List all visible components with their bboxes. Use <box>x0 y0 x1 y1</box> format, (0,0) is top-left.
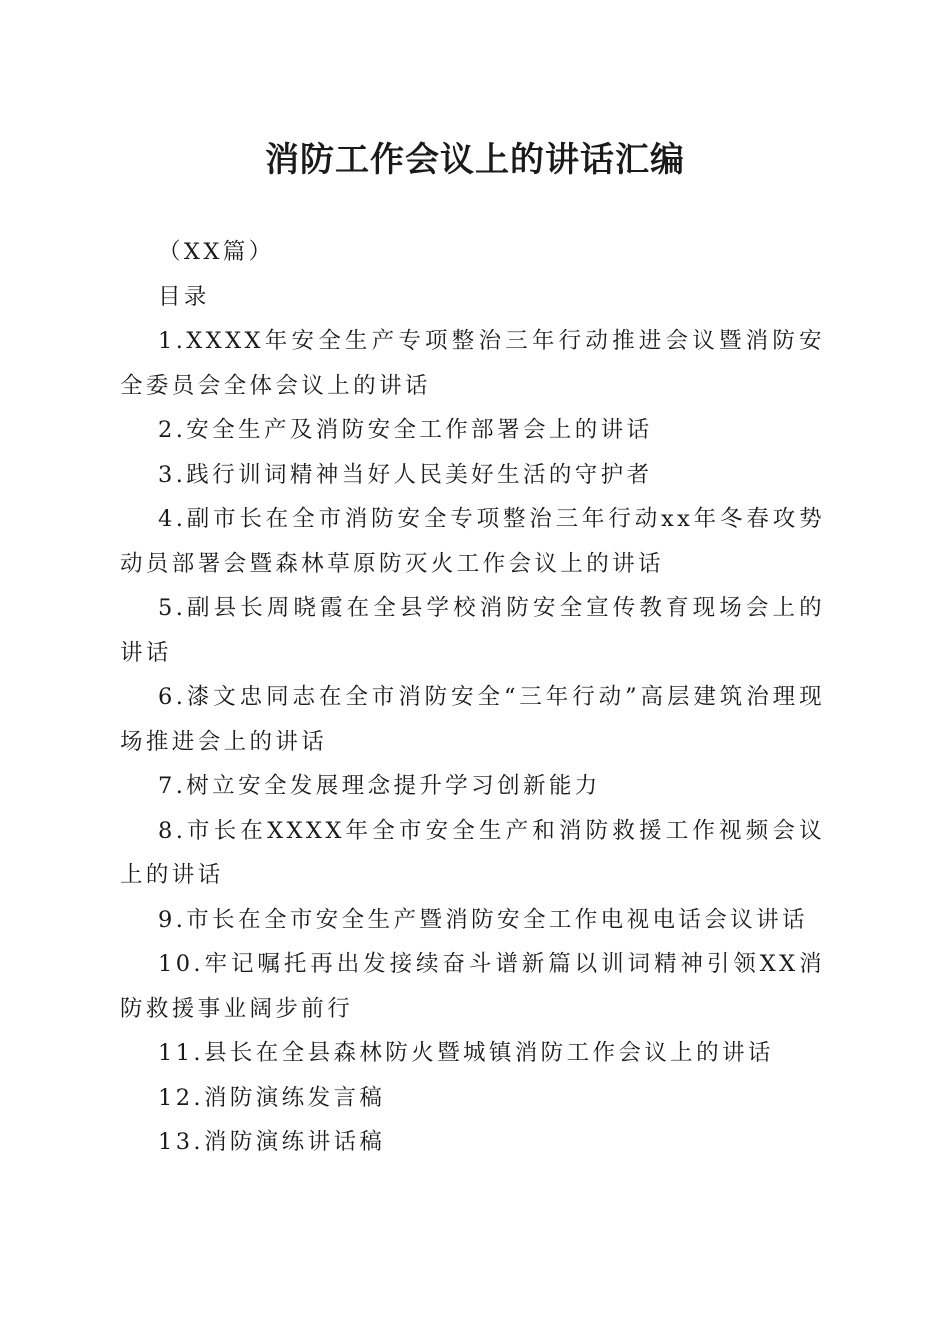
toc-item-12: 12.消防演练发言稿 <box>158 1084 386 1111</box>
toc-item-8: 8.市长在XXXX年全市安全生产和消防救援工作视频会议上的讲话 <box>120 817 825 888</box>
toc-item-9: 9.市长在全市安全生产暨消防安全工作电视电话会议讲话 <box>158 906 808 933</box>
toc-item-10: 10.牢记嘱托再出发接续奋斗谱新篇以训词精神引领XX消防救援事业阔步前行 <box>120 951 825 1022</box>
document-title: 消防工作会议上的讲话汇编 <box>265 140 685 180</box>
document-subtitle: （XX篇） <box>158 239 275 265</box>
toc-item-7: 7.树立安全发展理念提升学习创新能力 <box>158 773 601 799</box>
toc-item-11: 11.县长在全县森林防火暨城镇消防工作会议上的讲话 <box>158 1040 774 1066</box>
toc-item-1: 1.XXXX年安全生产专项整治三年行动推进会议暨消防安全委员会全体会议上的讲话 <box>120 328 825 399</box>
toc-item-13: 13.消防演练讲话稿 <box>158 1129 386 1155</box>
toc-item-3: 3.践行训词精神当好人民美好生活的守护者 <box>158 461 653 488</box>
toc-heading: 目录 <box>158 283 210 310</box>
toc-item-5: 5.副县长周晓霞在全县学校消防安全宣传教育现场会上的讲话 <box>120 595 825 666</box>
toc-item-2: 2.安全生产及消防安全工作部署会上的讲话 <box>158 417 653 443</box>
toc-item-4: 4.副市长在全市消防安全专项整治三年行动xx年冬春攻势动员部署会暨森林草原防灭火工作会议上的讲话 <box>120 506 825 577</box>
toc-item-6: 6.漆文忠同志在全市消防安全“三年行动”高层建筑治理现场推进会上的讲话 <box>120 684 825 755</box>
document-body <box>120 230 825 1165</box>
